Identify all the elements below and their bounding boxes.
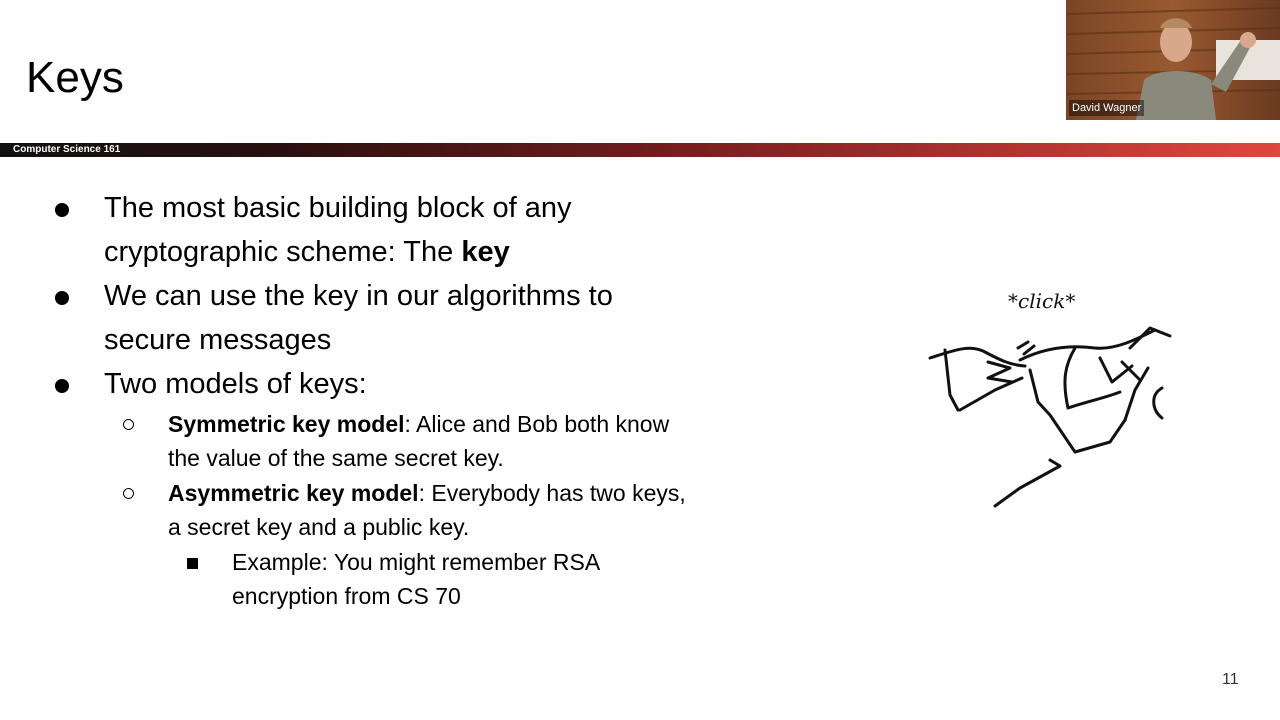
bullet-dot (55, 379, 69, 393)
sketch-stroke (945, 350, 958, 410)
sketch-strokes (930, 328, 1170, 506)
bullet-line: The most basic building block of any (104, 192, 572, 224)
bullet-line: secure messages (104, 324, 332, 356)
sub-bullet-line (168, 407, 758, 441)
sub-bullet-line: the value of the same secret key. (168, 445, 504, 471)
sketch-stroke (988, 362, 1012, 382)
course-label: Computer Science 161 (13, 144, 121, 155)
sub-bullet-circle (123, 488, 134, 499)
sub-bullet-fragment-bold: Symmetric key model (168, 411, 405, 437)
sketch-stroke (960, 378, 1022, 410)
bullet-dot (55, 203, 69, 217)
sub-bullet-fragment-bold: Asymmetric key model (168, 480, 419, 506)
bullet-line (104, 230, 744, 274)
slide-title: Keys (26, 53, 124, 102)
bullet-text (104, 362, 744, 406)
bullet-fragment: cryptographic scheme: The (104, 236, 462, 268)
bullet-line: Two models of keys: (104, 368, 367, 400)
sub-bullet-text (168, 476, 758, 544)
sketch-annotation-text: *click* (1008, 289, 1076, 313)
bullet-fragment-bold: key (461, 236, 510, 268)
bullet-dot (55, 291, 69, 305)
sub-bullet-line (168, 476, 758, 510)
bullet-text (104, 186, 744, 274)
participant-video-tile[interactable] (1066, 0, 1280, 120)
sub-bullet-line: a secret key and a public key. (168, 514, 470, 540)
sub-sub-bullet-line: Example: You might remember RSA (232, 549, 601, 575)
bullet-line: We can use the key in our algorithms to (104, 280, 613, 312)
sub-bullet-text (168, 407, 758, 475)
slide-page-number: 11 (1222, 671, 1239, 688)
sub-bullet-fragment: : Everybody has two keys, (418, 480, 686, 506)
sketch-stroke (1100, 358, 1132, 382)
bullet-text (104, 274, 744, 362)
sub-sub-bullet-text (232, 545, 672, 613)
sketch-stroke (1065, 348, 1120, 408)
sub-sub-bullet-square (187, 558, 198, 569)
sub-bullet-fragment: : Alice and Bob both know (404, 411, 670, 437)
participant-name-label: David Wagner (1069, 100, 1144, 116)
handwritten-key-sketch (900, 270, 1200, 530)
sketch-stroke (1154, 388, 1162, 418)
sub-bullet-circle (123, 419, 134, 430)
sketch-stroke (1018, 342, 1034, 354)
sketch-stroke (995, 460, 1060, 506)
sub-sub-bullet-line: encryption from CS 70 (232, 583, 461, 609)
